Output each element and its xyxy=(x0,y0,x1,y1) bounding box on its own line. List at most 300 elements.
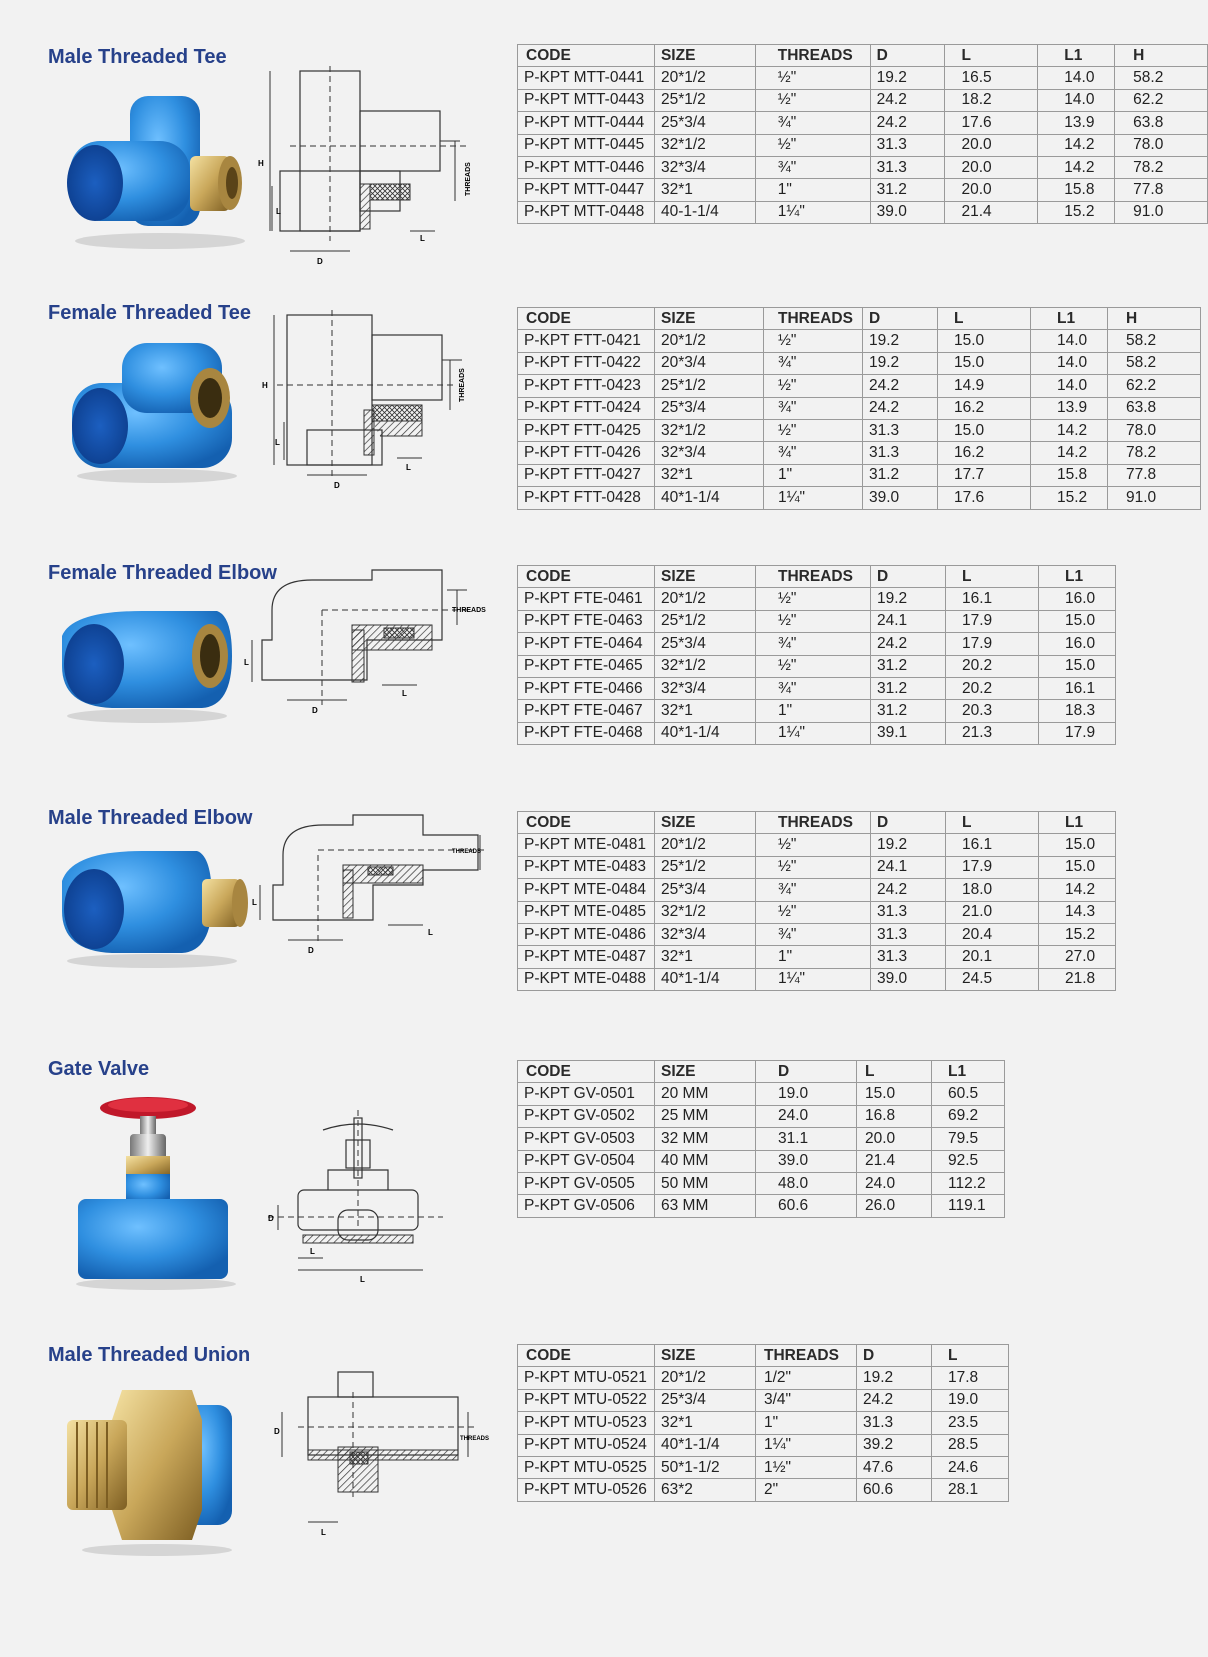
cell-l1: 17.9 xyxy=(1039,722,1116,744)
header-d: D xyxy=(871,812,946,834)
table-row xyxy=(518,442,1201,464)
header-l1: L1 xyxy=(1039,566,1116,588)
cell-size: 25*3/4 xyxy=(655,397,764,419)
cell-d: 39.0 xyxy=(863,487,938,509)
cell-code: P-KPT FTT-0428 xyxy=(518,487,655,509)
table-header-row xyxy=(518,308,1201,330)
header-threads: THREADS xyxy=(764,308,863,330)
header-code: CODE xyxy=(518,566,655,588)
header-h: H xyxy=(1108,308,1201,330)
cell-code: P-KPT MTU-0521 xyxy=(518,1367,655,1389)
cell-h: 78.2 xyxy=(1115,156,1208,178)
cell-size: 32*1/2 xyxy=(655,901,756,923)
male-threaded-tee-photo xyxy=(60,86,260,256)
header-d: D xyxy=(871,566,946,588)
cell-l: 16.1 xyxy=(946,834,1039,856)
header-threads: THREADS xyxy=(756,1345,857,1367)
table-row xyxy=(518,1456,1009,1478)
cell-l: 16.5 xyxy=(945,67,1038,89)
cell-code: P-KPT FTT-0425 xyxy=(518,419,655,441)
cell-size: 25*1/2 xyxy=(655,856,756,878)
cell-l: 24.0 xyxy=(857,1172,932,1194)
cell-l: 18.0 xyxy=(946,879,1039,901)
cell-d: 39.1 xyxy=(871,722,946,744)
cell-l1: 15.2 xyxy=(1031,487,1108,509)
cell-h: 58.2 xyxy=(1115,67,1208,89)
table-row xyxy=(518,677,1116,699)
cell-d: 31.3 xyxy=(870,156,945,178)
cell-l1: 16.0 xyxy=(1039,633,1116,655)
table-row xyxy=(518,375,1201,397)
cell-code: P-KPT GV-0501 xyxy=(518,1083,655,1105)
cell-code: P-KPT FTT-0427 xyxy=(518,464,655,486)
drawing-label-l: L xyxy=(275,438,280,447)
cell-size: 32*3/4 xyxy=(655,442,764,464)
cell-size: 32*1 xyxy=(654,179,755,201)
cell-h: 78.0 xyxy=(1108,419,1201,441)
cell-code: P-KPT MTU-0522 xyxy=(518,1389,655,1411)
table-row xyxy=(518,1083,1005,1105)
cell-code: P-KPT FTT-0426 xyxy=(518,442,655,464)
cell-d: 19.0 xyxy=(756,1083,857,1105)
female-threaded-elbow-drawing xyxy=(244,570,492,730)
cell-code: P-KPT MTT-0446 xyxy=(518,156,655,178)
table-row xyxy=(518,464,1201,486)
cell-l1: 14.0 xyxy=(1038,89,1115,111)
male-threaded-tee-drawing xyxy=(258,66,490,276)
cell-l1: 69.2 xyxy=(932,1105,1005,1127)
cell-l1: 15.0 xyxy=(1039,856,1116,878)
cell-code: P-KPT MTE-0484 xyxy=(518,879,655,901)
table-row xyxy=(518,419,1201,441)
cell-code: P-KPT MTT-0447 xyxy=(518,179,655,201)
cell-size: 32*1/2 xyxy=(655,419,764,441)
cell-size: 25*1/2 xyxy=(655,375,764,397)
cell-threads: 1¼" xyxy=(764,487,863,509)
cell-threads: 1¼" xyxy=(756,722,871,744)
female-threaded-tee-drawing xyxy=(262,310,492,500)
cell-threads: 3/4" xyxy=(756,1389,857,1411)
cell-threads: ½" xyxy=(755,89,870,111)
cell-l1: 15.2 xyxy=(1038,201,1115,223)
cell-l1: 16.0 xyxy=(1039,588,1116,610)
cell-l: 21.4 xyxy=(857,1150,932,1172)
cell-threads: ½" xyxy=(756,901,871,923)
section-title: Male Threaded Tee xyxy=(48,46,227,68)
header-d: D xyxy=(756,1061,857,1083)
cell-l1: 60.5 xyxy=(932,1083,1005,1105)
header-l1: L1 xyxy=(1039,812,1116,834)
header-l1: L1 xyxy=(1038,45,1115,67)
cell-code: P-KPT FTT-0424 xyxy=(518,397,655,419)
table-row xyxy=(518,1367,1009,1389)
cell-l1: 21.8 xyxy=(1039,968,1116,990)
gate-valve-drawing xyxy=(268,1110,448,1310)
cell-d: 19.2 xyxy=(857,1367,932,1389)
drawing-label-h: H xyxy=(262,381,268,390)
cell-code: P-KPT FTE-0464 xyxy=(518,633,655,655)
table-row xyxy=(518,968,1116,990)
cell-l1: 14.2 xyxy=(1031,419,1108,441)
cell-l: 16.8 xyxy=(857,1105,932,1127)
cell-size: 25*3/4 xyxy=(655,1389,756,1411)
cell-l1: 14.0 xyxy=(1031,330,1108,352)
cell-d: 39.0 xyxy=(871,968,946,990)
cell-size: 32*3/4 xyxy=(654,156,755,178)
cell-l: 21.0 xyxy=(946,901,1039,923)
cell-code: P-KPT GV-0503 xyxy=(518,1128,655,1150)
cell-l: 24.6 xyxy=(932,1456,1009,1478)
cell-l: 17.8 xyxy=(932,1367,1009,1389)
cell-d: 47.6 xyxy=(857,1456,932,1478)
cell-l: 21.3 xyxy=(946,722,1039,744)
cell-d: 24.1 xyxy=(871,610,946,632)
table-header-row xyxy=(518,566,1116,588)
cell-code: P-KPT GV-0502 xyxy=(518,1105,655,1127)
table-body xyxy=(518,1083,1005,1217)
cell-d: 24.0 xyxy=(756,1105,857,1127)
cell-code: P-KPT FTE-0467 xyxy=(518,700,655,722)
cell-d: 31.3 xyxy=(857,1412,932,1434)
table-row xyxy=(518,397,1201,419)
drawing-label-threads: THREADS xyxy=(452,849,482,855)
cell-size: 32*3/4 xyxy=(655,677,756,699)
cell-l: 14.9 xyxy=(938,375,1031,397)
cell-l: 20.2 xyxy=(946,655,1039,677)
cell-l1: 14.2 xyxy=(1038,134,1115,156)
drawing-label-l: L xyxy=(244,658,249,667)
cell-l: 15.0 xyxy=(938,352,1031,374)
header-l: L xyxy=(946,812,1039,834)
cell-l: 20.3 xyxy=(946,700,1039,722)
cell-l: 16.1 xyxy=(946,588,1039,610)
table-row xyxy=(518,179,1208,201)
cell-l1: 119.1 xyxy=(932,1195,1005,1217)
cell-h: 58.2 xyxy=(1108,330,1201,352)
header-size: SIZE xyxy=(655,308,764,330)
cell-code: P-KPT MTT-0445 xyxy=(518,134,655,156)
cell-code: P-KPT MTT-0443 xyxy=(518,89,655,111)
cell-code: P-KPT FTT-0422 xyxy=(518,352,655,374)
cell-h: 63.8 xyxy=(1108,397,1201,419)
cell-size: 63 MM xyxy=(655,1195,756,1217)
cell-l1: 14.0 xyxy=(1031,352,1108,374)
drawing-label-l1: L xyxy=(402,689,407,698)
cell-l: 15.0 xyxy=(938,419,1031,441)
cell-threads: ½" xyxy=(756,588,871,610)
cell-size: 20*1/2 xyxy=(655,588,756,610)
table-row xyxy=(518,1172,1005,1194)
table-header-row xyxy=(518,1345,1009,1367)
cell-threads: ¾" xyxy=(764,397,863,419)
cell-h: 77.8 xyxy=(1115,179,1208,201)
cell-l1: 14.2 xyxy=(1039,879,1116,901)
cell-l1: 14.3 xyxy=(1039,901,1116,923)
cell-size: 25*1/2 xyxy=(655,610,756,632)
table-row xyxy=(518,1434,1009,1456)
header-threads: THREADS xyxy=(755,45,870,67)
cell-d: 24.2 xyxy=(857,1389,932,1411)
header-threads: THREADS xyxy=(756,566,871,588)
table-body xyxy=(518,588,1116,745)
table-header-row xyxy=(518,45,1208,67)
cell-size: 32*1 xyxy=(655,464,764,486)
cell-l: 20.0 xyxy=(945,156,1038,178)
cell-size: 20 MM xyxy=(655,1083,756,1105)
cell-d: 31.2 xyxy=(871,677,946,699)
male-threaded-union-photo xyxy=(62,1380,242,1560)
header-size: SIZE xyxy=(655,812,756,834)
cell-code: P-KPT GV-0504 xyxy=(518,1150,655,1172)
cell-d: 31.3 xyxy=(871,901,946,923)
header-l: L xyxy=(946,566,1039,588)
cell-threads: 1" xyxy=(756,1412,857,1434)
drawing-label-threads: THREADS xyxy=(460,1436,490,1442)
cell-threads: ½" xyxy=(764,375,863,397)
cell-l1: 27.0 xyxy=(1039,946,1116,968)
cell-threads: ¾" xyxy=(756,677,871,699)
cell-d: 24.2 xyxy=(871,879,946,901)
header-threads: THREADS xyxy=(756,812,871,834)
cell-l: 24.5 xyxy=(946,968,1039,990)
cell-threads: 1/2" xyxy=(756,1367,857,1389)
cell-d: 24.2 xyxy=(870,89,945,111)
cell-l1: 15.8 xyxy=(1031,464,1108,486)
cell-size: 25*3/4 xyxy=(654,112,755,134)
cell-threads: ¾" xyxy=(756,879,871,901)
table-row xyxy=(518,722,1116,744)
cell-code: P-KPT FTT-0421 xyxy=(518,330,655,352)
table-row xyxy=(518,633,1116,655)
header-h: H xyxy=(1115,45,1208,67)
cell-h: 91.0 xyxy=(1115,201,1208,223)
cell-code: P-KPT MTT-0444 xyxy=(518,112,655,134)
cell-code: P-KPT FTT-0423 xyxy=(518,375,655,397)
header-code: CODE xyxy=(518,308,655,330)
cell-d: 39.0 xyxy=(870,201,945,223)
drawing-label-d: D xyxy=(274,1427,280,1436)
drawing-label-l1: L xyxy=(406,463,411,472)
cell-d: 24.1 xyxy=(871,856,946,878)
table-row xyxy=(518,588,1116,610)
cell-l1: 15.8 xyxy=(1038,179,1115,201)
table-body xyxy=(518,330,1201,509)
cell-size: 20*1/2 xyxy=(655,330,764,352)
cell-code: P-KPT MTE-0486 xyxy=(518,923,655,945)
cell-size: 50 MM xyxy=(655,1172,756,1194)
cell-size: 32*3/4 xyxy=(655,923,756,945)
spec-table xyxy=(517,811,1116,991)
cell-l1: 16.1 xyxy=(1039,677,1116,699)
header-code: CODE xyxy=(518,1345,655,1367)
cell-threads: ¾" xyxy=(764,352,863,374)
table-row xyxy=(518,201,1208,223)
section-title: Female Threaded Elbow xyxy=(48,562,277,584)
cell-l1: 92.5 xyxy=(932,1150,1005,1172)
cell-l: 17.7 xyxy=(938,464,1031,486)
table-row xyxy=(518,89,1208,111)
cell-threads: 2" xyxy=(756,1479,857,1501)
header-code: CODE xyxy=(518,45,655,67)
cell-d: 24.2 xyxy=(863,375,938,397)
cell-size: 40-1-1/4 xyxy=(654,201,755,223)
table-body xyxy=(518,1367,1009,1501)
cell-size: 32*1/2 xyxy=(654,134,755,156)
header-l1: L1 xyxy=(1031,308,1108,330)
table-row xyxy=(518,67,1208,89)
table-row xyxy=(518,134,1208,156)
cell-d: 60.6 xyxy=(756,1195,857,1217)
cell-l: 17.6 xyxy=(945,112,1038,134)
table-row xyxy=(518,1195,1005,1217)
cell-h: 78.2 xyxy=(1108,442,1201,464)
table-body xyxy=(518,834,1116,991)
cell-threads: ¾" xyxy=(755,156,870,178)
cell-l: 20.0 xyxy=(857,1128,932,1150)
cell-size: 20*1/2 xyxy=(655,834,756,856)
cell-d: 31.3 xyxy=(871,946,946,968)
cell-l1: 18.3 xyxy=(1039,700,1116,722)
cell-l1: 15.0 xyxy=(1039,655,1116,677)
cell-threads: 1¼" xyxy=(756,1434,857,1456)
cell-h: 63.8 xyxy=(1115,112,1208,134)
table-row xyxy=(518,156,1208,178)
drawing-label-d: D xyxy=(334,481,340,490)
cell-d: 31.1 xyxy=(756,1128,857,1150)
header-l: L xyxy=(932,1345,1009,1367)
header-size: SIZE xyxy=(655,1061,756,1083)
cell-l1: 14.2 xyxy=(1038,156,1115,178)
cell-code: P-KPT FTE-0465 xyxy=(518,655,655,677)
table-row xyxy=(518,700,1116,722)
cell-code: P-KPT FTE-0463 xyxy=(518,610,655,632)
cell-l1: 14.0 xyxy=(1031,375,1108,397)
cell-d: 19.2 xyxy=(863,352,938,374)
cell-l: 20.0 xyxy=(945,134,1038,156)
cell-threads: ½" xyxy=(764,330,863,352)
cell-d: 31.3 xyxy=(863,442,938,464)
table-row xyxy=(518,1150,1005,1172)
cell-size: 40*1-1/4 xyxy=(655,1434,756,1456)
cell-size: 20*1/2 xyxy=(655,1367,756,1389)
cell-code: P-KPT MTU-0526 xyxy=(518,1479,655,1501)
header-size: SIZE xyxy=(654,45,755,67)
header-l1: L1 xyxy=(932,1061,1005,1083)
table-row xyxy=(518,879,1116,901)
cell-code: P-KPT MTU-0525 xyxy=(518,1456,655,1478)
table-row xyxy=(518,487,1201,509)
cell-size: 63*2 xyxy=(655,1479,756,1501)
cell-l: 21.4 xyxy=(945,201,1038,223)
cell-d: 19.2 xyxy=(870,67,945,89)
cell-threads: 1¼" xyxy=(755,201,870,223)
female-threaded-tee-photo xyxy=(62,338,252,488)
table-row xyxy=(518,856,1116,878)
cell-d: 24.2 xyxy=(863,397,938,419)
cell-l: 19.0 xyxy=(932,1389,1009,1411)
cell-d: 31.3 xyxy=(871,923,946,945)
table-header-row xyxy=(518,812,1116,834)
cell-l: 15.0 xyxy=(938,330,1031,352)
header-code: CODE xyxy=(518,1061,655,1083)
cell-l: 28.5 xyxy=(932,1434,1009,1456)
drawing-label-d: D xyxy=(308,946,314,955)
cell-threads: 1¼" xyxy=(756,968,871,990)
cell-h: 91.0 xyxy=(1108,487,1201,509)
cell-l: 17.9 xyxy=(946,856,1039,878)
table-row xyxy=(518,901,1116,923)
cell-d: 31.2 xyxy=(863,464,938,486)
cell-d: 48.0 xyxy=(756,1172,857,1194)
cell-d: 39.2 xyxy=(857,1434,932,1456)
cell-code: P-KPT MTE-0483 xyxy=(518,856,655,878)
cell-threads: ¾" xyxy=(764,442,863,464)
section-title: Male Threaded Elbow xyxy=(48,807,253,829)
table-row xyxy=(518,352,1201,374)
cell-code: P-KPT MTE-0485 xyxy=(518,901,655,923)
cell-h: 62.2 xyxy=(1115,89,1208,111)
cell-code: P-KPT FTE-0461 xyxy=(518,588,655,610)
table-row xyxy=(518,112,1208,134)
cell-d: 19.2 xyxy=(871,834,946,856)
cell-size: 32*1 xyxy=(655,1412,756,1434)
cell-threads: ½" xyxy=(756,856,871,878)
cell-size: 40*1-1/4 xyxy=(655,968,756,990)
cell-code: P-KPT MTU-0523 xyxy=(518,1412,655,1434)
cell-threads: 1" xyxy=(756,946,871,968)
table-row xyxy=(518,834,1116,856)
header-size: SIZE xyxy=(655,566,756,588)
table-row xyxy=(518,1412,1009,1434)
cell-d: 31.2 xyxy=(870,179,945,201)
cell-code: P-KPT MTE-0481 xyxy=(518,834,655,856)
drawing-label-l: L xyxy=(321,1528,326,1537)
cell-l: 16.2 xyxy=(938,442,1031,464)
cell-size: 32 MM xyxy=(655,1128,756,1150)
cell-threads: 1" xyxy=(764,464,863,486)
cell-size: 25*3/4 xyxy=(655,879,756,901)
male-threaded-union-drawing xyxy=(274,1372,498,1572)
drawing-label-threads: THREADS xyxy=(459,368,466,402)
cell-threads: ½" xyxy=(756,610,871,632)
section-title: Male Threaded Union xyxy=(48,1344,251,1366)
cell-code: P-KPT MTT-0448 xyxy=(518,201,655,223)
cell-d: 24.2 xyxy=(871,633,946,655)
header-d: D xyxy=(870,45,945,67)
cell-d: 39.0 xyxy=(756,1150,857,1172)
spec-table xyxy=(517,1060,1005,1218)
cell-threads: 1" xyxy=(755,179,870,201)
cell-threads: ½" xyxy=(755,134,870,156)
cell-l1: 79.5 xyxy=(932,1128,1005,1150)
cell-code: P-KPT FTE-0466 xyxy=(518,677,655,699)
table-row xyxy=(518,655,1116,677)
spec-table xyxy=(517,44,1208,224)
spec-table xyxy=(517,1344,1009,1502)
cell-l1: 112.2 xyxy=(932,1172,1005,1194)
cell-size: 32*1/2 xyxy=(655,655,756,677)
cell-h: 58.2 xyxy=(1108,352,1201,374)
table-header-row xyxy=(518,1061,1005,1083)
cell-l: 17.6 xyxy=(938,487,1031,509)
cell-threads: 1" xyxy=(756,700,871,722)
table-row xyxy=(518,1389,1009,1411)
table-row xyxy=(518,330,1201,352)
female-threaded-elbow-photo xyxy=(52,596,242,726)
cell-code: P-KPT MTT-0441 xyxy=(518,67,655,89)
cell-code: P-KPT GV-0506 xyxy=(518,1195,655,1217)
cell-l1: 14.2 xyxy=(1031,442,1108,464)
